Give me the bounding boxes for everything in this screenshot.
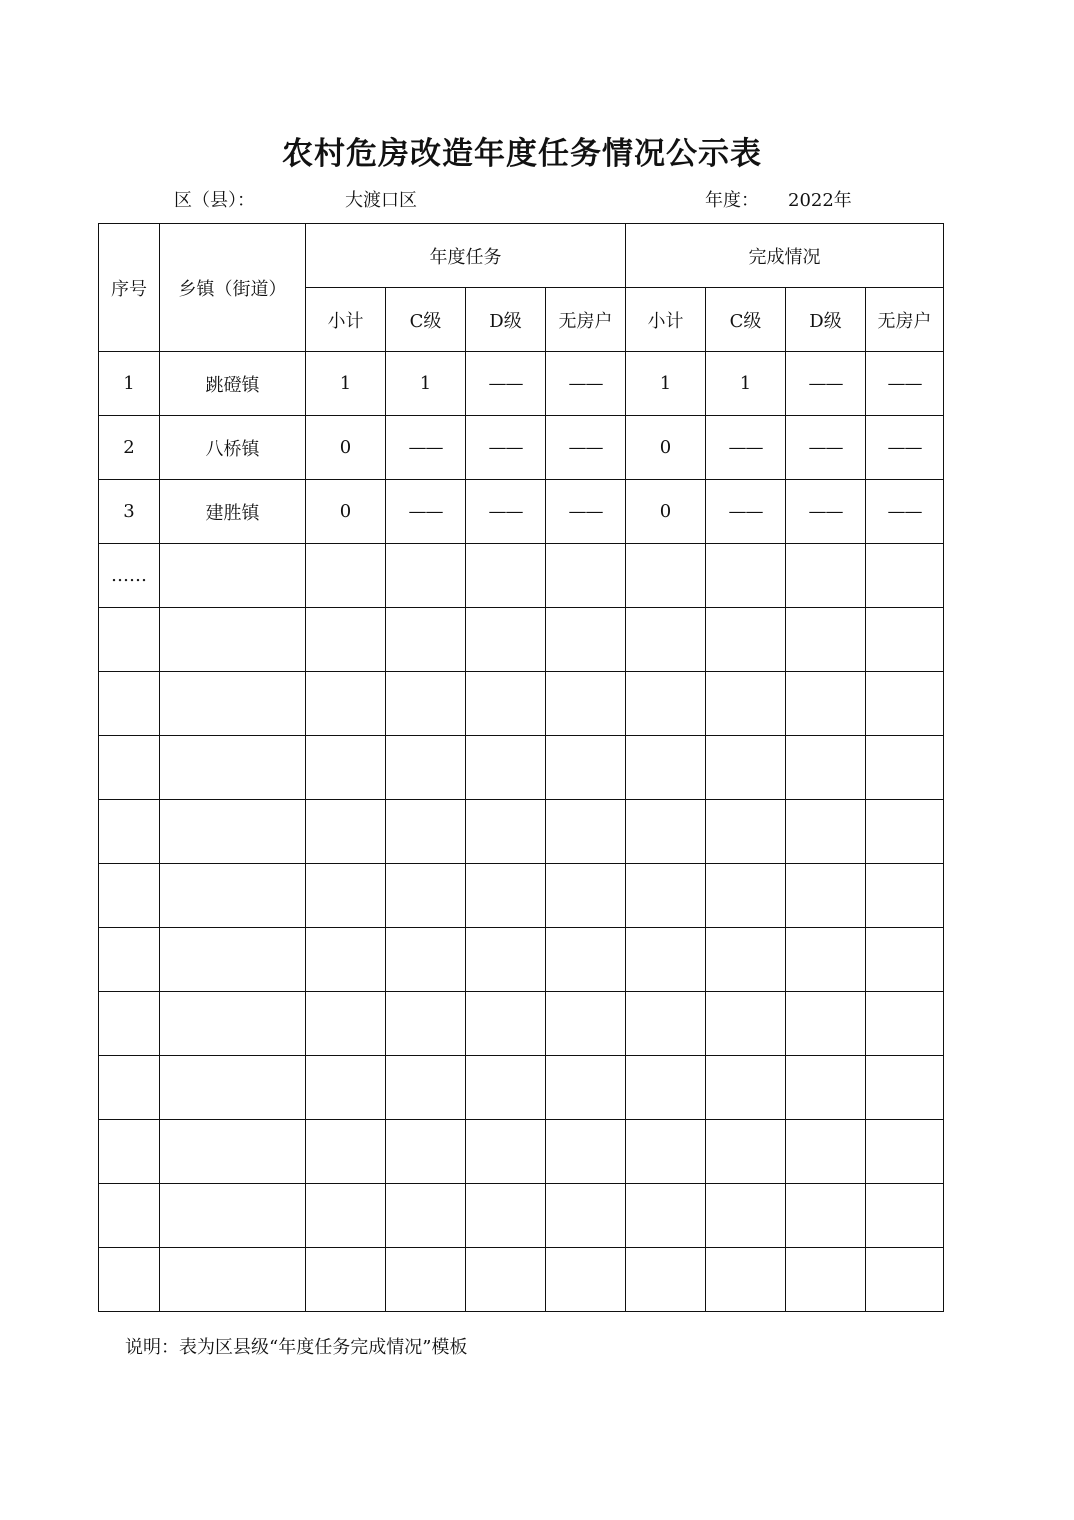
district-label: 区（县）： — [174, 190, 255, 211]
table-cell — [546, 1248, 626, 1312]
table-cell: —— — [706, 480, 786, 544]
table-cell — [160, 800, 306, 864]
table-cell — [546, 1056, 626, 1120]
table-cell — [160, 608, 306, 672]
table-cell — [386, 864, 466, 928]
table-cell: —— — [786, 416, 866, 480]
table-cell — [306, 992, 386, 1056]
table-cell — [99, 800, 160, 864]
table-cell — [706, 1248, 786, 1312]
table-cell — [99, 1184, 160, 1248]
table-cell — [306, 800, 386, 864]
table-cell — [160, 864, 306, 928]
table-cell: —— — [706, 416, 786, 480]
table-row — [99, 736, 944, 800]
table-cell — [160, 736, 306, 800]
table-cell — [786, 1184, 866, 1248]
table-cell — [466, 1120, 546, 1184]
table-cell — [706, 1184, 786, 1248]
table-cell — [706, 1056, 786, 1120]
table-cell — [160, 992, 306, 1056]
table-cell — [466, 864, 546, 928]
table-cell: —— — [466, 416, 546, 480]
header-subcol: D级 — [466, 288, 546, 352]
header-subcol: 无房户 — [866, 288, 944, 352]
table-cell: 1 — [306, 352, 386, 416]
table-cell — [466, 1248, 546, 1312]
table-cell — [626, 1248, 706, 1312]
table-cell — [306, 928, 386, 992]
table-cell: —— — [866, 480, 944, 544]
table-row — [99, 416, 944, 480]
table-cell — [160, 672, 306, 736]
table-cell — [160, 1184, 306, 1248]
table-cell — [99, 1248, 160, 1312]
header-seq: 序号 — [99, 224, 160, 352]
table-cell — [626, 1120, 706, 1184]
table-cell — [626, 672, 706, 736]
table-cell — [626, 864, 706, 928]
table-cell — [786, 1120, 866, 1184]
table-cell: …… — [99, 544, 160, 608]
table-row — [99, 992, 944, 1056]
table-cell: —— — [466, 480, 546, 544]
table-cell — [706, 1120, 786, 1184]
table-cell — [546, 928, 626, 992]
table-cell: 0 — [626, 416, 706, 480]
table-cell — [466, 608, 546, 672]
header-completion: 完成情况 — [626, 224, 944, 288]
table-row — [99, 800, 944, 864]
table-cell: —— — [786, 480, 866, 544]
table-cell — [706, 608, 786, 672]
table-cell — [866, 928, 944, 992]
table-cell — [466, 800, 546, 864]
table-cell — [466, 1184, 546, 1248]
table-cell — [386, 1184, 466, 1248]
table-cell — [546, 864, 626, 928]
table-cell — [386, 736, 466, 800]
table-row — [99, 672, 944, 736]
table-cell: —— — [466, 352, 546, 416]
table-cell — [546, 672, 626, 736]
table-row — [99, 480, 944, 544]
table-cell — [306, 672, 386, 736]
table-cell: 跳磴镇 — [160, 352, 306, 416]
table-cell — [866, 1056, 944, 1120]
table-cell — [706, 928, 786, 992]
table-cell — [306, 1184, 386, 1248]
table-cell — [386, 608, 466, 672]
header-subcol: C级 — [706, 288, 786, 352]
table-cell — [99, 864, 160, 928]
table-cell: 1 — [99, 352, 160, 416]
table-cell: —— — [866, 416, 944, 480]
table-cell: 0 — [306, 416, 386, 480]
district-value: 大渡口区 — [345, 190, 417, 211]
table-cell — [866, 544, 944, 608]
table-cell — [160, 1056, 306, 1120]
table-cell — [99, 1120, 160, 1184]
table-cell: —— — [786, 352, 866, 416]
table-cell — [99, 1056, 160, 1120]
header-town: 乡镇（街道） — [160, 224, 306, 352]
table-cell — [306, 1248, 386, 1312]
table-cell — [866, 672, 944, 736]
table-cell — [706, 800, 786, 864]
table-cell — [626, 992, 706, 1056]
table-row — [99, 1248, 944, 1312]
table-cell — [466, 928, 546, 992]
table-cell — [160, 928, 306, 992]
table-cell — [706, 864, 786, 928]
table-cell: 建胜镇 — [160, 480, 306, 544]
header-row-1 — [99, 224, 944, 288]
table-cell: 2 — [99, 416, 160, 480]
table-cell: —— — [546, 480, 626, 544]
table-cell — [99, 608, 160, 672]
table-cell — [466, 992, 546, 1056]
header-subcol: C级 — [386, 288, 466, 352]
task-table — [98, 223, 944, 1312]
table-cell — [160, 1248, 306, 1312]
table-cell — [386, 1120, 466, 1184]
table-cell — [786, 928, 866, 992]
table-cell — [386, 1056, 466, 1120]
table-cell — [160, 1120, 306, 1184]
table-cell — [866, 800, 944, 864]
table-cell — [786, 736, 866, 800]
table-cell — [99, 736, 160, 800]
table-cell — [306, 1120, 386, 1184]
table-cell — [866, 1120, 944, 1184]
table-cell — [546, 1184, 626, 1248]
page-title: 农村危房改造年度任务情况公示表 — [282, 136, 762, 172]
table-cell — [466, 736, 546, 800]
header-subcol: 小计 — [626, 288, 706, 352]
table-cell — [466, 544, 546, 608]
table-cell — [546, 544, 626, 608]
table-cell — [306, 544, 386, 608]
table-row — [99, 608, 944, 672]
table-cell — [466, 672, 546, 736]
table-cell — [546, 992, 626, 1056]
year-value: 2022年 — [788, 190, 852, 211]
table-cell — [626, 544, 706, 608]
table-row — [99, 928, 944, 992]
header-subcol: D级 — [786, 288, 866, 352]
table-row — [99, 1184, 944, 1248]
table-cell — [160, 544, 306, 608]
table-cell — [866, 992, 944, 1056]
footnote: 说明：表为区县级“年度任务完成情况”模板 — [125, 1337, 468, 1358]
table-cell — [626, 608, 706, 672]
table-cell — [866, 864, 944, 928]
year-label: 年度： — [705, 190, 759, 211]
table-cell: —— — [546, 352, 626, 416]
table-cell — [786, 1248, 866, 1312]
table-row — [99, 1056, 944, 1120]
table-row — [99, 352, 944, 416]
table-cell — [306, 736, 386, 800]
table-row — [99, 864, 944, 928]
table-cell — [786, 800, 866, 864]
table-cell — [386, 672, 466, 736]
table-cell — [546, 736, 626, 800]
table-cell — [866, 1184, 944, 1248]
table-cell — [706, 992, 786, 1056]
table-cell: 1 — [386, 352, 466, 416]
table-cell — [866, 608, 944, 672]
table-cell — [386, 800, 466, 864]
table-cell — [626, 736, 706, 800]
table-cell: —— — [386, 416, 466, 480]
header-annual-task: 年度任务 — [306, 224, 626, 288]
table-row — [99, 544, 944, 608]
table-cell: 0 — [626, 480, 706, 544]
table-cell — [466, 1056, 546, 1120]
table-cell: —— — [546, 416, 626, 480]
table-cell — [306, 864, 386, 928]
table-cell — [386, 1248, 466, 1312]
table-cell: —— — [866, 352, 944, 416]
table-cell — [99, 928, 160, 992]
table-cell: 1 — [706, 352, 786, 416]
table-cell — [99, 992, 160, 1056]
table-cell — [786, 672, 866, 736]
table-cell — [626, 1056, 706, 1120]
table-cell: 3 — [99, 480, 160, 544]
table-cell: —— — [386, 480, 466, 544]
table-cell — [786, 1056, 866, 1120]
table-row — [99, 1120, 944, 1184]
table-cell — [386, 928, 466, 992]
table-cell — [306, 1056, 386, 1120]
table-cell — [306, 608, 386, 672]
table-cell — [786, 608, 866, 672]
header-subcol: 小计 — [306, 288, 386, 352]
table-cell — [546, 1120, 626, 1184]
table-cell — [626, 800, 706, 864]
table-cell — [626, 1184, 706, 1248]
table-cell — [386, 544, 466, 608]
table-cell — [706, 736, 786, 800]
table-cell — [786, 864, 866, 928]
table-cell — [386, 992, 466, 1056]
table-cell — [546, 800, 626, 864]
table-cell: 1 — [626, 352, 706, 416]
table-cell — [706, 544, 786, 608]
table-cell — [786, 544, 866, 608]
table-cell: 八桥镇 — [160, 416, 306, 480]
header-subcol: 无房户 — [546, 288, 626, 352]
table-cell — [866, 736, 944, 800]
table-cell: 0 — [306, 480, 386, 544]
table-cell — [786, 992, 866, 1056]
table-cell — [626, 928, 706, 992]
table-cell — [99, 672, 160, 736]
table-cell — [866, 1248, 944, 1312]
table-cell — [706, 672, 786, 736]
table-cell — [546, 608, 626, 672]
